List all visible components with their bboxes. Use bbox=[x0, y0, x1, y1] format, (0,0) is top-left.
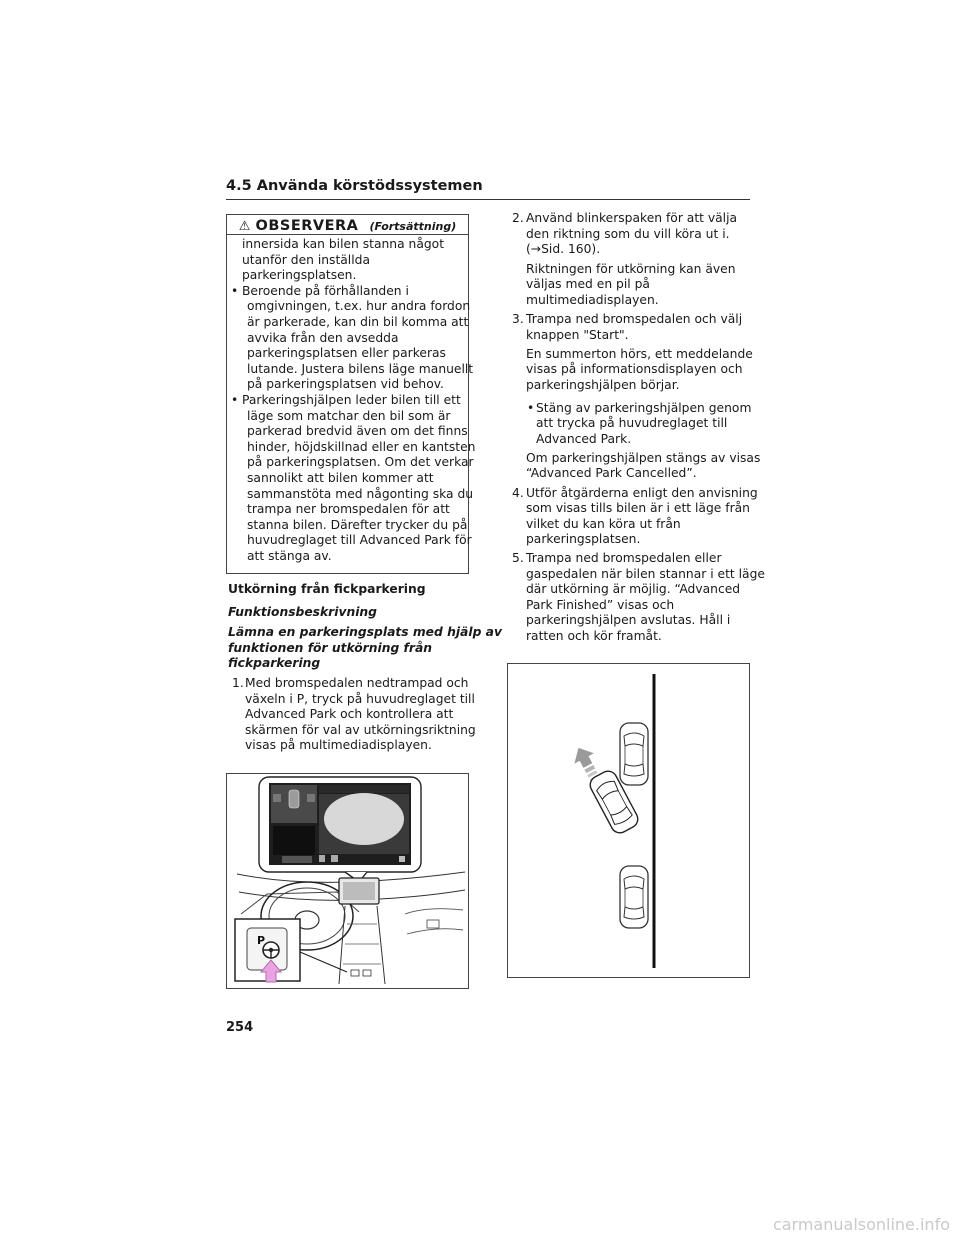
step1-line: växeln i P, tryck på huvudreglaget till bbox=[245, 692, 475, 706]
notice-title: OBSERVERA bbox=[255, 218, 359, 234]
step3-extra-line: En summerton hörs, ett meddelande bbox=[526, 347, 753, 361]
notice-line: Parkeringshjälpen leder bilen till ett bbox=[242, 393, 461, 407]
step3-bullet-extra-line: “Advanced Park Cancelled”. bbox=[526, 466, 697, 480]
notice-line: att stänga av. bbox=[247, 549, 332, 563]
notice-line: lutande. Justera bilens läge manuellt bbox=[247, 362, 474, 376]
notice-line: parkeringsplatsen eller parkeras bbox=[247, 346, 446, 360]
section-title: 4.5 Använda körstödssystemen bbox=[226, 178, 483, 194]
step2-line: den riktning som du vill köra ut i. bbox=[526, 227, 730, 241]
subheading-line: funktionen för utkörning från bbox=[228, 641, 433, 655]
step3-bullet-line: Advanced Park. bbox=[536, 432, 632, 446]
step3-bullet-line: Stäng av parkeringshjälpen genom bbox=[536, 401, 752, 415]
step-number: 1. bbox=[232, 676, 244, 690]
notice-line: sannolikt att bilen kommer att bbox=[247, 471, 434, 485]
step2-line: (→Sid. 160). bbox=[526, 242, 601, 256]
step5-line: där utkörning är möjlig. “Advanced bbox=[526, 582, 741, 596]
notice-line: parkeringsplatsen. bbox=[242, 268, 357, 282]
notice-line: läge som matchar den bil som är bbox=[247, 409, 451, 423]
bullet-icon: • bbox=[527, 401, 535, 415]
step-number: 3. bbox=[512, 312, 524, 326]
step1-line: skärmen för val av utkörningsriktning bbox=[245, 723, 476, 737]
heading-pocket-exit: Utkörning från fickparkering bbox=[228, 582, 426, 596]
step1-line: visas på multimediadisplayen. bbox=[245, 738, 432, 752]
step3-line: knappen "Start". bbox=[526, 328, 629, 342]
step2-extra-line: multimediadisplayen. bbox=[526, 293, 659, 307]
watermark: carmanualsonline.info bbox=[772, 1215, 950, 1234]
step-number: 5. bbox=[512, 551, 524, 565]
step3-extra-line: visas på informationsdisplayen och bbox=[526, 362, 743, 376]
parking-illustration bbox=[508, 664, 751, 979]
step2-line: Använd blinkerspaken för att välja bbox=[526, 211, 738, 225]
notice-line: stanna bilen. Därefter trycker du på bbox=[247, 518, 468, 532]
step2-extra-line: Riktningen för utkörning kan även bbox=[526, 262, 736, 276]
step5-line: Trampa ned bromspedalen eller bbox=[526, 551, 722, 565]
step3-extra-line: parkeringshjälpen börjar. bbox=[526, 378, 680, 392]
step1-line: Med bromspedalen nedtrampad och bbox=[245, 676, 469, 690]
notice-line: omgivningen, t.ex. hur andra fordon bbox=[247, 299, 471, 313]
notice-continued: (Fortsättning) bbox=[369, 220, 457, 233]
notice-line: avvika från den avsedda bbox=[247, 331, 399, 345]
step-number: 2. bbox=[512, 211, 524, 225]
step3-bullet-extra-line: Om parkeringshjälpen stängs av visas bbox=[526, 451, 761, 465]
dashboard-illustration bbox=[227, 774, 470, 990]
section-rule bbox=[226, 199, 750, 200]
notice-line: på parkeringsplatsen. Om det verkar bbox=[247, 455, 474, 469]
step4-line: vilket du kan köra ut från bbox=[526, 517, 681, 531]
subheading-line: fickparkering bbox=[228, 656, 321, 670]
notice-line: huvudreglaget till Advanced Park för bbox=[247, 533, 472, 547]
step2-extra-line: väljas med en pil på bbox=[526, 277, 650, 291]
notice-line: är parkerade, kan din bil komma att bbox=[247, 315, 469, 329]
bullet-icon: • bbox=[231, 393, 239, 407]
step4-line: parkeringsplatsen. bbox=[526, 532, 641, 546]
subheading-line: Lämna en parkeringsplats med hjälp av bbox=[228, 625, 502, 639]
notice-body bbox=[227, 215, 476, 573]
step5-line: gaspedalen när bilen stannar i ett läge bbox=[526, 567, 765, 581]
page-number: 254 bbox=[226, 1020, 254, 1035]
figure-cars bbox=[507, 663, 750, 978]
bullet-icon: • bbox=[231, 284, 239, 298]
step5-line: ratten och kör framåt. bbox=[526, 629, 662, 643]
step1-line: Advanced Park och kontrollera att bbox=[245, 707, 454, 721]
subheading-function: Funktionsbeskrivning bbox=[228, 605, 377, 619]
notice-line: innersida kan bilen stanna något bbox=[242, 237, 445, 251]
notice-line: utanför den inställda bbox=[242, 253, 370, 267]
step5-line: parkeringshjälpen avslutas. Håll i bbox=[526, 613, 731, 627]
step5-line: Park Finished” visas och bbox=[526, 598, 675, 612]
notice-line: på parkeringsplatsen vid behov. bbox=[247, 377, 444, 391]
step3-bullet-line: att trycka på huvudreglaget till bbox=[536, 416, 728, 430]
notice-line: sammanstöta med någonting ska du bbox=[247, 487, 474, 501]
notice-line: Beroende på förhållanden i bbox=[242, 284, 409, 298]
notice-line: trampa ner bromspedalen för att bbox=[247, 502, 450, 516]
warning-icon: ⚠ bbox=[238, 219, 251, 234]
step3-line: Trampa ned bromspedalen och välj bbox=[526, 312, 743, 326]
step4-line: som visas tills bilen är i ett läge från bbox=[526, 501, 750, 515]
notice-box bbox=[226, 214, 476, 574]
figure-dashboard bbox=[226, 773, 469, 989]
notice-line: parkerad bredvid även om det finns bbox=[247, 424, 468, 438]
p-switch-label: P bbox=[257, 934, 266, 947]
step4-line: Utför åtgärderna enligt den anvisning bbox=[526, 486, 758, 500]
step-number: 4. bbox=[512, 486, 524, 500]
notice-line: hinder, höjdskillnad eller en kantsten bbox=[247, 440, 476, 454]
